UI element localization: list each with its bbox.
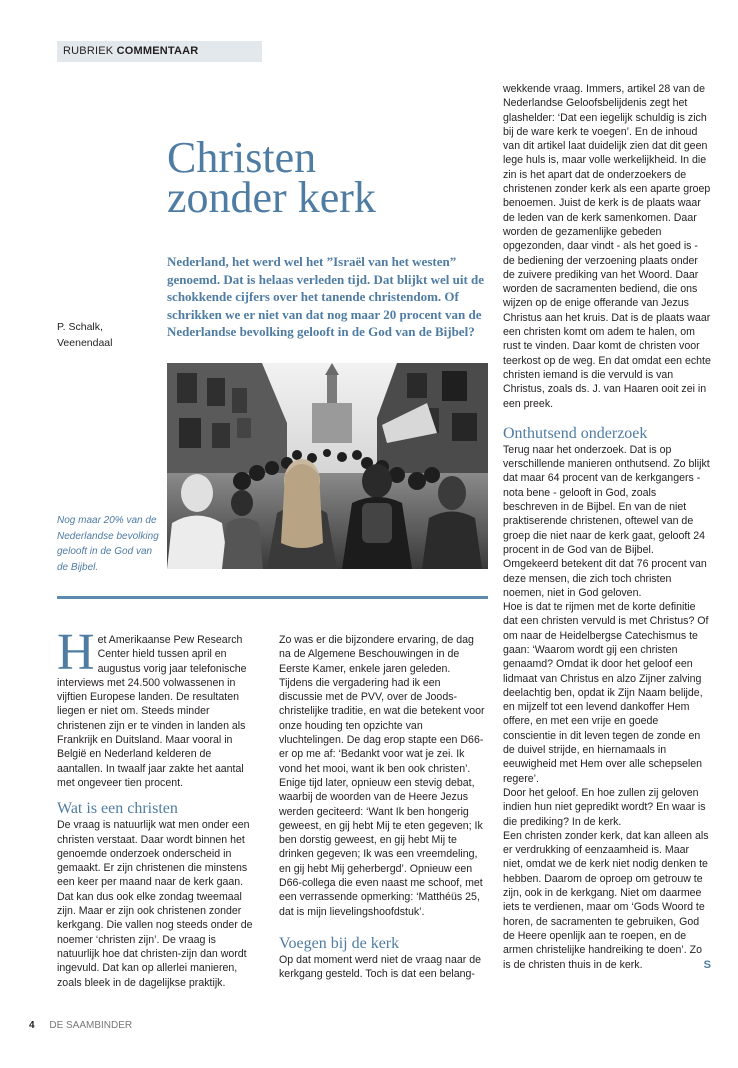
photo-caption: Nog maar 20% van de Nederlandse bevolking gelooft in de God van de Bijbel. — [57, 515, 159, 573]
page-footer — [29, 1020, 132, 1031]
subheading-voegen-bij-de-kerk: Voegen bij de kerk — [279, 934, 400, 952]
column-1 — [57, 624, 260, 990]
rubriek-name: COMMENTAAR — [116, 45, 199, 57]
paragraph: Enige tijd later, opnieuw een stevig debat, waarbij de woorden van de Heere Jezus werden geciteerd: ‘Want Ik ben hongerig geweest, en gij hebt Mij te eten gegeven; Ik ben dorstig geweest, en gij hebt Mij te drinken gegeven; Ik was een vreemdeling, en gij hebt Mij geherbergd’. Opnieuw een D66-collega die even naast me schoof, met een verrassende opmerking: ‘Matthéüs 25, dat is mijn lievelingshoofdstuk’. — [279, 776, 483, 918]
magazine-name: DE SAAMBINDER — [49, 1020, 133, 1031]
section-divider — [57, 596, 488, 599]
column-2 — [279, 633, 485, 982]
paragraph: Terug naar het onderzoek. Dat is op verschillende manieren onthutsend. Zo blijkt dat maar 64 procent van de kerkgangers - nota bene - gelooft in God, zoals beschreven in de Bijbel. En van de niet praktiserende christenen, oftewel van de groep die niet naar de kerk gaat, gelooft 24 procent in de God van de Bijbel. Omgekeerd betekent dit dat 76 procent van deze mensen, die zich toch christen noemen, niet in God geloven. — [503, 443, 710, 599]
drop-cap: H — [57, 624, 95, 681]
rubriek-prefix: RUBRIEK — [63, 45, 114, 57]
column-3 — [503, 82, 711, 972]
author-byline — [57, 319, 157, 351]
paragraph: Hoe is dat te rijmen met de korte definitie dat een christen vervuld is met Christus? Of om naar de Heidelbergse Catechismus te gaan: ‘Waarom wordt gij een christen genaamd? Omdat ik door het geloof een lidmaat van Christus en alzo Zijner zalving deelachtig ben, opdat ik Zijn Naam belijde, en mijzelf tot een levend dankoffer Hem offere, en met een vrije en goede conscientie in dit leven tegen de zonde en de duivel strijde, en hiernamaals in eeuwigheid met Hem over alle schepselen regere’. — [503, 601, 709, 785]
page-number: 4 — [29, 1020, 35, 1031]
paragraph: De vraag is natuurlijk wat men onder een christen verstaat. Daar wordt binnen het genoemde onderzoek onderscheid in gemaakt. Er zijn christenen die minstens een keer per maand naar de kerk gaan. Dat kan dus ook elke zondag tweemaal zijn. Maar er zijn ook christenen zonder kerkgang. Die vallen nog steeds onder de noemer ‘christen zijn’. De vraag is natuurlijk hoe dat christen-zijn dan wordt ingevuld. Dat kan op allerlei manieren, zoals bleek in de dagelijkse praktijk. — [57, 819, 253, 989]
title-line-2: zonder kerk — [167, 173, 376, 222]
paragraph: Zo was er die bijzondere ervaring, de dag na de Algemene Beschouwingen in de Eerste Kamer, enkele jaren geleden. Tijdens die vergadering had ik een discussie met de PVV, over de Joods-christelijke traditie, en wat die betekent voor onze houding ten opzichte van vluchtelingen. De dag erop stapte een D66-er op me af: ‘Bedankt voor wat je zei. Ik vond het mooi, want ik ben ook christen’. — [279, 634, 485, 775]
author-place: Veenendaal — [57, 337, 113, 349]
subheading-wat-is-een-christen: Wat is een christen — [57, 800, 178, 818]
rubriek-label — [57, 41, 262, 62]
paragraph-text: et Amerikaanse Pew Research Center hield tussen april en augustus vorig jaar telefonische interviews met 24.500 volwassenen in vijftien Europese landen. De resultaten liegen er niet om. Steeds minder christenen zijn er te vinden in landen als Frankrijk en Duitsland. Maar vooral in België en Nederland kelderen de aantallen. In twaalf jaar zakte het aantal met ongeveer tien procent. — [57, 634, 247, 789]
paragraph: wekkende vraag. Immers, artikel 28 van de Nederlandse Geloofsbelijdenis zegt het glashelder: ‘Dat een iegelijk schuldig is zich bij de ware kerk te voegen’. En de inhoud van dit artikel laat duidelijk zien dat dit geen lege huls is, maar volle werkelijkheid. In die zin is het apart dat de onderzoekers de christenen zonder kerk als een aparte groep benoemen. Juist de kerk is de plaats waar de leden van de kerk samenkomen. Daar worden de gezamenlijke gebeden opgezonden, daar vindt - als het goed is - de bediening der verzoening plaats onder de zuivere prediking van het Woord. Daar worden de sacramenten bediend, die ons wijzen op de enige offerande van Jezus Christus aan het kruis. Dat is de plaats waar een christen komt om adem te halen, om rust te vinden. Daar komt de christen voor teerkost op de weg. En dat omdat een echte christen iemand is die vervuld is van Christus, zoals ds. J. van Haaren ooit zei in een preek. — [503, 83, 711, 410]
author-name: P. Schalk, — [57, 321, 103, 333]
subheading-onthutsend-onderzoek: Onthutsend onderzoek — [503, 424, 648, 442]
paragraph — [57, 624, 260, 790]
paragraph: Op dat moment werd niet de vraag naar de kerkgang gesteld. Toch is dat een belang- — [279, 953, 481, 981]
title-line-1: Christen — [167, 133, 317, 182]
paragraph-text: Een christen zonder kerk, dat kan alleen als er verdrukking of eenzaamheid is. Maar niet, omdat we de kerk niet nodig denken te hebben. Daarom de oproep om getrouw te zijn, ook in de kerkgang. Niet om daarmee iets te verdienen, maar om ‘Gods Woord te horen, de sacramenten te gebruiken, God de Heere openlijk aan te roepen, en de armen christelijke handreiking te doen’. Zo is de christen thuis in de kerk. — [503, 829, 709, 971]
paragraph: Door het geloof. En hoe zullen zij geloven indien hun niet gepredikt wordt? En waar is die prediking? In de kerk. — [503, 786, 706, 828]
article-title — [167, 133, 497, 222]
crowd-photo — [167, 363, 488, 569]
article-intro: Nederland, het werd wel het ”Israël van het westen” genoemd. Dat is helaas verleden tijd. Dat blijkt wel uit de schokkende cijfers over het tanende christendom. Of schrikken we er niet van dat nog maar 20 procent van de Nederlandse bevolking gelooft in de God van de Bijbel? — [167, 254, 485, 339]
end-mark-icon: S — [703, 958, 711, 971]
paragraph — [503, 829, 711, 972]
